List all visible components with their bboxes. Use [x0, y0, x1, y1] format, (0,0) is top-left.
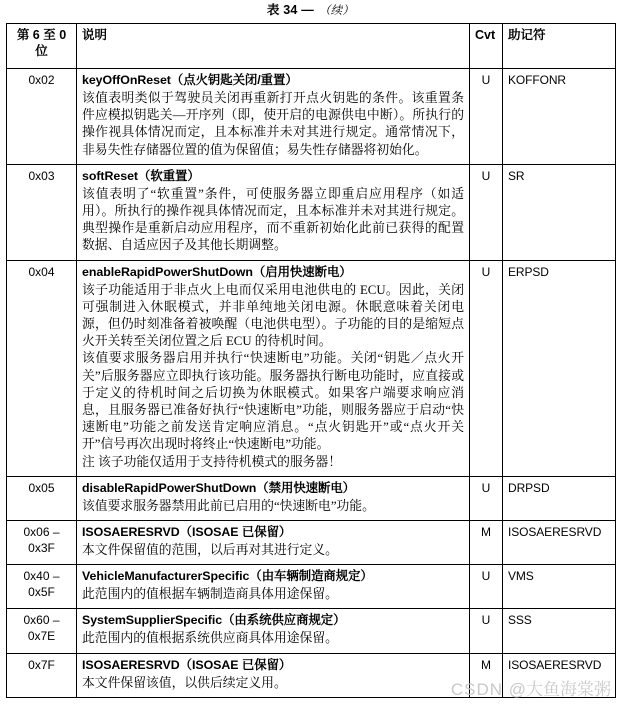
cell-mnemonic: VMS: [503, 565, 616, 609]
table-header: [7, 24, 616, 69]
bits-line1: 0x06 –: [23, 525, 60, 540]
cell-description: [77, 476, 470, 520]
bits-line2: 0x3F: [28, 541, 55, 556]
description-paragraph: 该值要求服务器启用并执行“快速断电”功能。关闭“钥匙／点火开关”后服务器应立即执行该功能。服务器执行断电功能时，应直接或于定义的待机时间之后切换为休眠模式。如果客户端要求响应消息，且服务器已准备好执行“快速断电”功能，则服务器应于启动“快速断电”功能之前发送肯定响应消息。“点火钥匙开”或“点火开关开”信号再次出现时将终止“快速断电”功能。: [82, 351, 464, 452]
bits-line1: 0x60 –: [23, 613, 60, 628]
column-header-cvt: Cvt: [470, 24, 503, 69]
cell-description: [77, 521, 470, 565]
cell-bits: [7, 609, 77, 653]
cell-cvt: M: [470, 653, 503, 697]
cell-cvt: U: [470, 260, 503, 476]
bits-line1: 0x04: [28, 264, 55, 279]
cell-description: [77, 260, 470, 476]
cell-cvt: M: [470, 521, 503, 565]
bits-line2: 0x7E: [27, 629, 56, 644]
cell-description: [77, 565, 470, 609]
bits-line1: 0x02: [28, 73, 55, 87]
table-row: [7, 476, 616, 520]
bits-line1: 0x40 –: [23, 569, 60, 584]
cell-bits: [7, 260, 77, 476]
cell-description: [77, 653, 470, 697]
description-paragraph: 本文件保留值的范围，以后再对其进行定义。: [82, 543, 338, 558]
table-row: [7, 164, 616, 260]
table-body: [7, 69, 616, 698]
spec-table: [6, 23, 616, 698]
watermark-prefix: CSDN: [450, 680, 503, 699]
description-title: softReset（软重置）: [82, 168, 200, 183]
column-header-bits-line2: 位: [35, 44, 48, 58]
description-title: SystemSupplierSpecific（由系统供应商规定）: [82, 613, 346, 628]
description-paragraph: 该值表明类似于驾驶员关闭再重新打开点火钥匙的条件。该重置条件应模拟钥匙关—开序列（即，使开启的电源供电中断）。所执行的操作视具体情况而定，且本标准并未对其进行规定。通常情况下，非易失性存储器位置的值为保留值；易失性存储器将初始化。: [82, 91, 464, 157]
bits-line1: 0x05: [28, 480, 55, 495]
description-paragraph: 该子功能适用于非点火上电而仅采用电池供电的 ECU。因此，关闭可强制进入休眠模式，并非单纯地关闭电源。休眠意味着关闭电源，但仍时刻准备着被唤醒（电池供电型）。子功能的目的是缩短点火开关转至关闭位置之后 ECU 的待机时间。: [82, 282, 464, 349]
cell-bits: [7, 164, 77, 260]
table-row: [7, 609, 616, 653]
column-header-description: 说明: [77, 24, 470, 69]
table-header-row: [7, 24, 616, 69]
cell-bits: [7, 521, 77, 565]
cell-cvt: U: [470, 609, 503, 653]
cell-description: [77, 609, 470, 653]
description-title: enableRapidPowerShutDown（启用快速断电）: [82, 264, 352, 279]
description-paragraph: 该值表明了“软重置”条件，可使服务器立即重启应用程序（如适用）。所执行的操作视具体情况而定，且本标准并未对其进行规定。典型操作是重新启动应用程序，而不重新初始化此前已获得的配置数据、自适应因子及其他长期调整。: [82, 186, 464, 253]
cell-cvt: U: [470, 164, 503, 260]
column-header-bits-line1: 第 6 至 0: [16, 28, 67, 42]
description-paragraph: 此范围内的值根据系统供应商具体用途保留。: [82, 631, 338, 646]
cell-description: [77, 164, 470, 260]
cell-bits: [7, 565, 77, 609]
cell-cvt: U: [470, 69, 503, 165]
watermark-handle: @大鱼海棠粥: [508, 680, 611, 699]
cell-cvt: U: [470, 476, 503, 520]
cell-mnemonic: ISOSAERESRVD: [503, 521, 616, 565]
description-paragraph: 本文件保留该值，以供后续定义用。: [82, 675, 287, 690]
description-note: 注 该子功能仅适用于支持待机模式的服务器！: [82, 454, 342, 469]
table-row: [7, 521, 616, 565]
cell-bits: [7, 653, 77, 697]
cell-bits: [7, 69, 77, 165]
cell-cvt: U: [470, 565, 503, 609]
description-title: ISOSAERESRVD（ISOSAE 已保留）: [82, 657, 292, 672]
column-header-bits: [7, 24, 77, 69]
table-caption-continued: （续）: [318, 5, 355, 17]
description-title: VehicleManufacturerSpecific（由车辆制造商规定）: [82, 569, 373, 584]
bits-line1: 0x7F: [28, 657, 55, 672]
description-paragraph: 此范围内的值根据车辆制造商具体用途保留。: [82, 587, 338, 602]
table-row: [7, 653, 616, 697]
description-title: disableRapidPowerShutDown（禁用快速断电）: [82, 480, 356, 495]
bits-line1: 0x03: [28, 168, 55, 183]
cell-mnemonic: SR: [503, 164, 616, 260]
table-caption: [0, 0, 621, 23]
cell-mnemonic: SSS: [503, 609, 616, 653]
table-row: [7, 565, 616, 609]
cell-mnemonic: ISOSAERESRVD: [503, 653, 616, 697]
description-title: keyOffOnReset（点火钥匙关闭/重置）: [82, 73, 298, 87]
cell-mnemonic: DRPSD: [503, 476, 616, 520]
description-paragraph: 该值要求服务器禁用此前已启用的“快速断电”功能。: [82, 498, 375, 513]
cell-description: [77, 69, 470, 165]
bits-line2: 0x5F: [28, 585, 55, 600]
table-caption-label: 表 34 —: [266, 3, 314, 17]
cell-mnemonic: KOFFONR: [503, 69, 616, 165]
cell-mnemonic: ERPSD: [503, 260, 616, 476]
column-header-mnemonic: 助记符: [503, 24, 616, 69]
cell-bits: [7, 476, 77, 520]
table-row: [7, 69, 616, 165]
description-title: ISOSAERESRVD（ISOSAE 已保留）: [82, 525, 292, 540]
table-row: [7, 260, 616, 476]
